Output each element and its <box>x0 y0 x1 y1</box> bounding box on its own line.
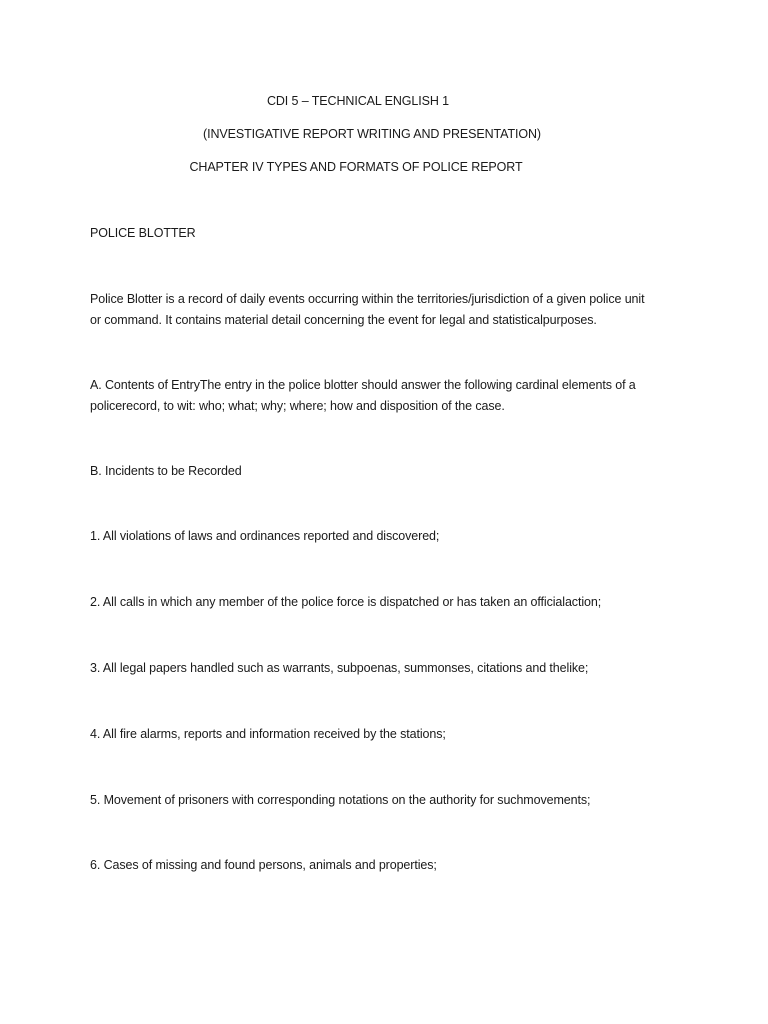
contents-of-entry-line-1: A. Contents of EntryThe entry in the police blotter should answer the following cardinal elements of a <box>90 378 636 392</box>
list-item: 6. Cases of missing and found persons, animals and properties; <box>90 858 437 872</box>
list-item: 4. All fire alarms, reports and information received by the stations; <box>90 727 446 741</box>
list-item: 2. All calls in which any member of the police force is dispatched or has taken an officialaction; <box>90 595 602 609</box>
list-item: 3. All legal papers handled such as warrants, subpoenas, summonses, citations and thelike; <box>90 661 589 675</box>
definition-line-2: or command. It contains material detail concerning the event for legal and statisticalpurposes. <box>90 313 597 327</box>
list-item: 1. All violations of laws and ordinances reported and discovered; <box>90 529 440 543</box>
definition-line-1: Police Blotter is a record of daily events occurring within the territories/jurisdiction of a given police unit <box>90 292 645 306</box>
course-title: CDI 5 – TECHNICAL ENGLISH 1 <box>266 94 450 108</box>
contents-of-entry-line-2: policerecord, to wit: who; what; why; where; how and disposition of the case. <box>90 399 505 413</box>
section-heading-police-blotter: POLICE BLOTTER <box>90 226 196 240</box>
report-subtitle: (INVESTIGATIVE REPORT WRITING AND PRESENTATION) <box>203 127 541 141</box>
incidents-heading: B. Incidents to be Recorded <box>90 464 242 478</box>
list-item: 5. Movement of prisoners with corresponding notations on the authority for suchmovements; <box>90 793 591 807</box>
chapter-title: CHAPTER IV TYPES AND FORMATS OF POLICE REPORT <box>189 160 523 174</box>
